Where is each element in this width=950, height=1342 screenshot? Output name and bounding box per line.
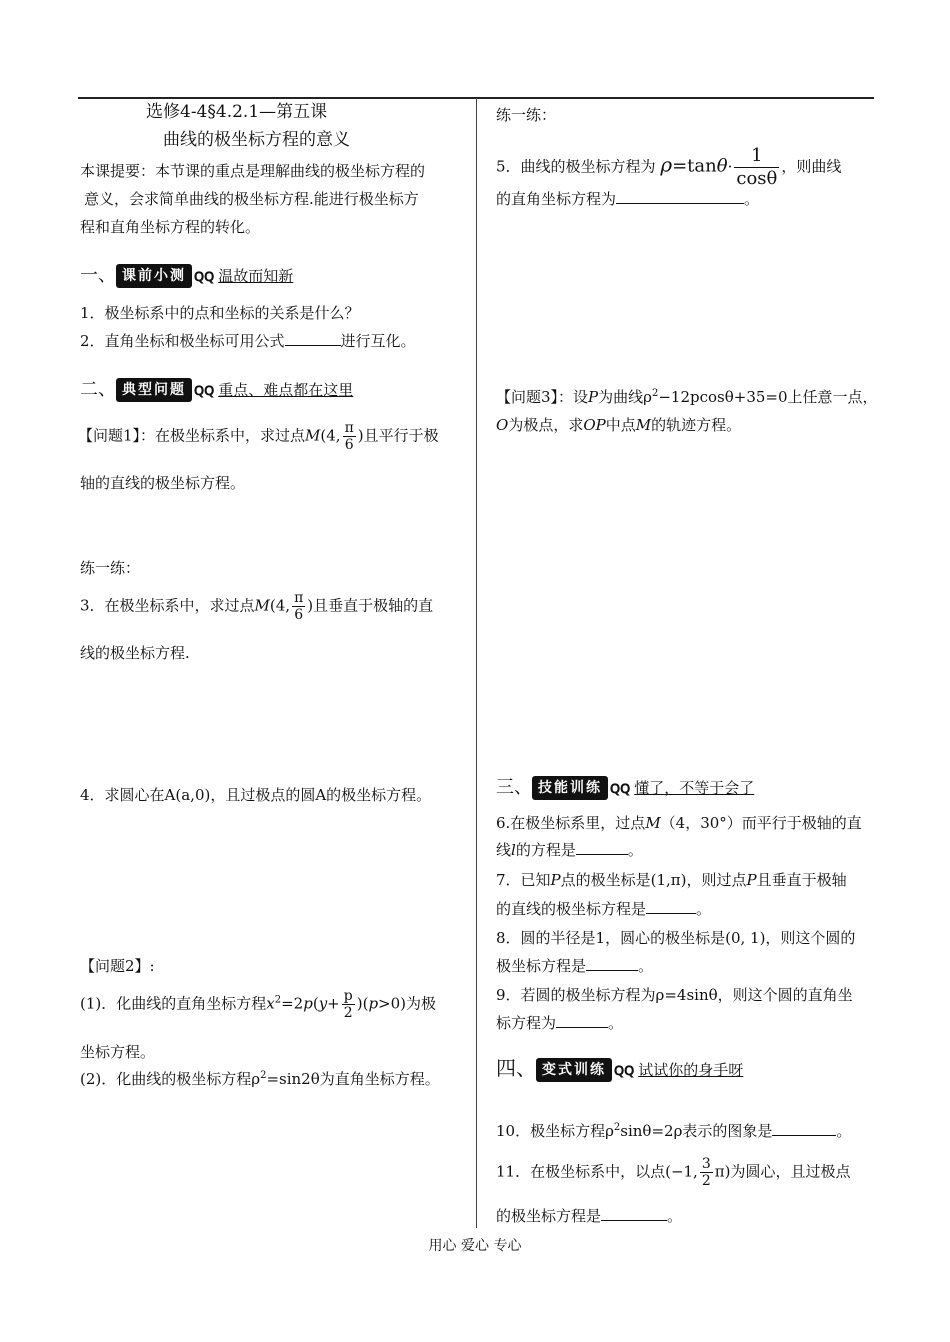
answer-blank [772, 1122, 836, 1136]
section-4-badge: 变式训练 [536, 1058, 612, 1082]
problem-2-part-2: (2)．化曲线的极坐标方程$\rho^2=\sin 2\theta$为直角坐标方程。 [80, 1070, 440, 1088]
section-2-header [80, 378, 353, 402]
section-1-badge: 课前小测 [116, 264, 192, 288]
fraction-3-over-2: $\frac{3}{2}$ [701, 1156, 711, 1189]
question-3-cont: 线的极坐标方程. [80, 644, 190, 662]
intro-line-2: 意义，会求简单曲线的极坐标方程.能进行极坐标方 [84, 190, 419, 208]
page-subtitle: 曲线的极坐标方程的意义 [163, 130, 350, 150]
practice-label-2: 练一练： [496, 106, 557, 124]
problem-1-cont: 轴的直线的极坐标方程。 [80, 474, 246, 492]
problem-1: 【问题1】：在极坐标系中，求过点M(4, $\frac{\pi}{6}$ )且平行于极 [78, 420, 439, 453]
column-divider [476, 98, 477, 1228]
question-5: 5．曲线的极坐标方程为 ρ=tanθ· $\frac{1}{\cos\theta}$ ，则曲线 [496, 145, 842, 189]
section-2-number: 二、 [80, 379, 116, 400]
problem-3: 【问题3】：设P为曲线$\rho^2-12pcos\theta+35=0$上任意一点， [496, 388, 878, 406]
fraction-pi-over-6: $\frac{\pi}{6}$ [344, 420, 354, 453]
section-1-number: 一、 [80, 265, 116, 286]
question-4: 4．求圆心在A(a,0)，且过极点的圆A的极坐标方程。 [80, 786, 432, 804]
answer-blank [285, 332, 341, 346]
page-footer: 用心 爱心 专心 [428, 1238, 522, 1254]
question-8: 8．圆的半径是1，圆心的极坐标是(0, 1)，则这个圆的 [496, 929, 856, 947]
answer-blank [556, 1014, 608, 1028]
question-6: 6.在极坐标系里，过点M（4，30°）而平行于极轴的直 [496, 814, 862, 832]
fraction-p-over-2: $\frac{p}{2}$ [343, 988, 353, 1021]
page-title: 选修4-4§4.2.1—第五课 [146, 102, 328, 122]
fraction-pi-over-6: $\frac{\pi}{6}$ [294, 590, 304, 623]
question-5-cont: 的直角坐标方程为 。 [496, 190, 760, 208]
answer-blank [646, 900, 696, 914]
question-8-cont: 极坐标方程是 。 [496, 957, 654, 975]
swirl-icon: ꞯꞯ [610, 778, 631, 797]
practice-label-1: 练一练： [80, 559, 141, 577]
swirl-icon: ꞯꞯ [614, 1060, 635, 1079]
section-4-number: 四、 [496, 1056, 536, 1080]
question-7: 7．已知P点的极坐标是(1,π)，则过点P且垂直于极轴 [496, 871, 847, 889]
answer-blank [601, 1207, 667, 1221]
problem-2-part-1-cont: 坐标方程。 [80, 1043, 156, 1061]
section-4-header [496, 1058, 743, 1082]
section-1-header [80, 264, 293, 288]
section-3-subtitle: 懂了，不等于会了 [634, 779, 755, 797]
question-10: 10．极坐标方程$\rho^2\sin\theta=2\rho$表示的图象是 。 [496, 1122, 852, 1140]
fraction-1-over-cos-theta: $\frac{1}{\cos\theta}$ [736, 145, 778, 189]
problem-2-label: 【问题2】: [80, 957, 155, 975]
problem-2-part-1: (1)．化曲线的直角坐标方程$x^2=2p(y+$ $\frac{p}{2}$ )(p>0)为极 [80, 988, 437, 1021]
question-11-cont: 的极坐标方程是 。 [496, 1207, 683, 1225]
question-11: 11．在极坐标系中，以点(−1, $\frac{3}{2}$ π)为圆心，且过极点 [496, 1156, 851, 1189]
section-4-subtitle: 试试你的身手呀 [638, 1061, 744, 1079]
section-1-subtitle: 温故而知新 [218, 267, 294, 285]
answer-blank [586, 957, 638, 971]
section-3-number: 三、 [496, 777, 532, 798]
swirl-icon: ꞯꞯ [194, 380, 215, 399]
section-3-badge: 技能训练 [532, 776, 608, 800]
question-6-cont: 线l的方程是 。 [496, 841, 643, 859]
answer-blank [576, 841, 628, 855]
answer-blank [616, 190, 744, 204]
question-1: 1．极坐标系中的点和坐标的关系是什么？ [80, 304, 360, 322]
swirl-icon: ꞯꞯ [194, 266, 215, 285]
question-3: 3．在极坐标系中，求过点M(4, $\frac{\pi}{6}$ )且垂直于极轴的直 [80, 590, 434, 623]
question-9-cont: 标方程为 。 [496, 1014, 624, 1032]
section-3-header [496, 776, 754, 800]
question-9: 9．若圆的极坐标方程为ρ=4sinθ，则这个圆的直角坐 [496, 986, 853, 1004]
problem-3-cont: O为极点，求OP中点M的轨迹方程。 [496, 416, 742, 434]
question-2: 2．直角坐标和极坐标可用公式 进行互化。 [80, 332, 416, 350]
section-2-subtitle: 重点、难点都在这里 [218, 381, 354, 399]
section-2-badge: 典型问题 [116, 378, 192, 402]
question-7-cont: 的直线的极坐标方程是 。 [496, 900, 712, 918]
intro-line-3: 程和直角坐标方程的转化。 [80, 218, 261, 236]
intro-line-1: 本课提要：本节课的重点是理解曲线的极坐标方程的 [80, 162, 426, 180]
